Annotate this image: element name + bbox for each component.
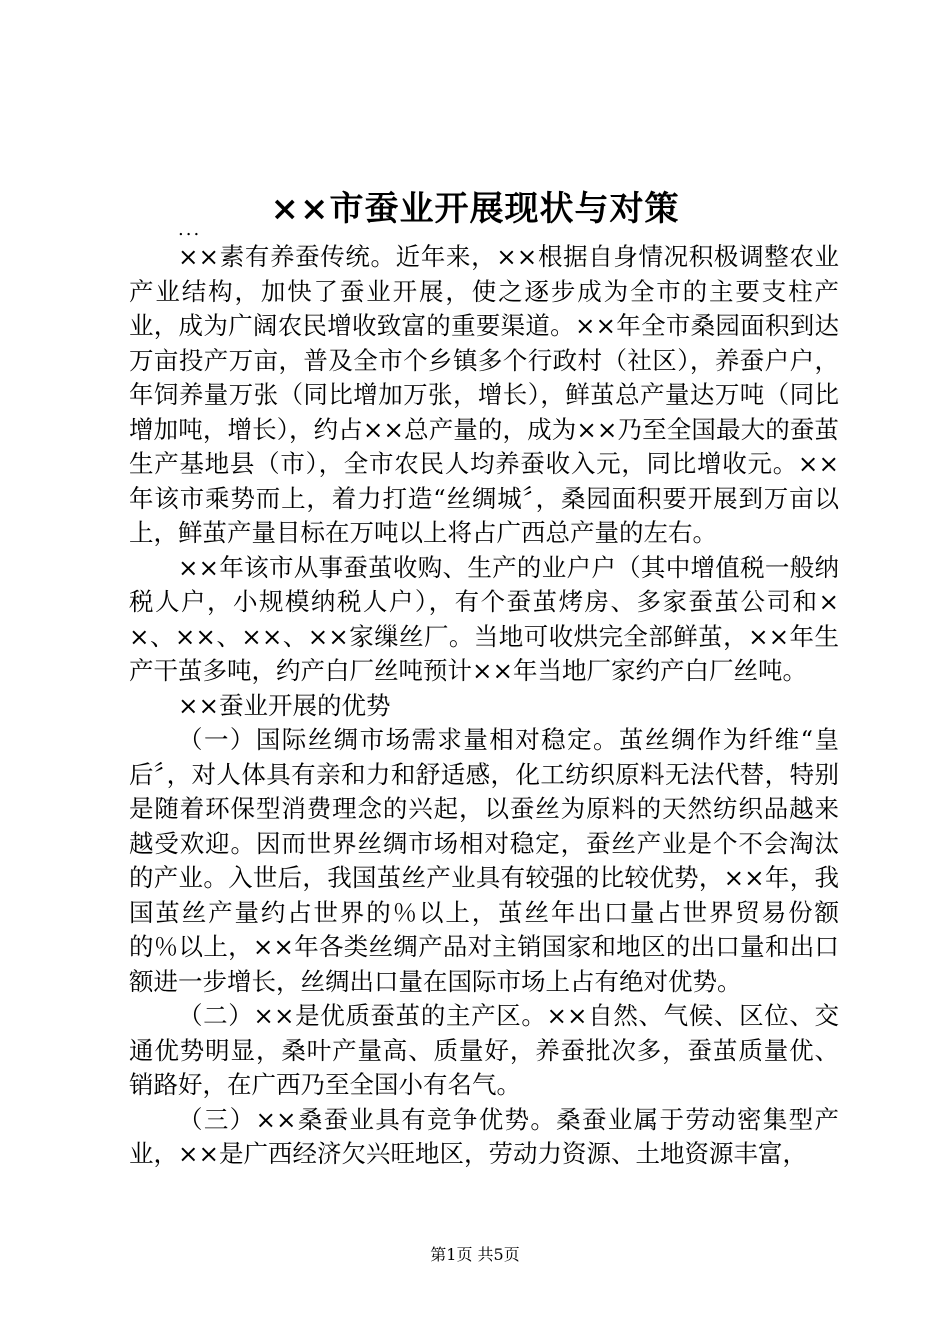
paragraph-advantage-1: （一）国际丝绸市场需求量相对稳定。茧丝绸作为纤维“皇后〞，对人体具有亲和力和舒适感，化工纺织原料无法代替，特别是随着环保型消费理念的兴起，以蚕丝为原料的天然纺织品越来越受欢迎。因而世界丝绸市场相对稳定，蚕丝产业是个不会淘汰的产业。入世后，我国茧丝产业具有较强的比较优势，××年，我国茧丝产量约占世界的％以上，茧丝年出口量占世界贸易份额的％以上，××年各类丝绸产品对主销国家和地区的出口量和出口额进一步增长，丝绸出口量在国际市场上占有绝对优势。 xyxy=(129,725,839,996)
document-body xyxy=(129,240,839,1172)
paragraph-industry: ××年该市从事蚕茧收购、生产的业户户（其中增值税一般纳税人户，小规模纳税人户），有个蚕茧烤房、多家蚕茧公司和××、××、××、××家缫丝厂。当地可收烘完全部鲜茧，××年生产干茧多吨，约产白厂丝吨预计××年当地厂家约产白厂丝吨。 xyxy=(129,552,839,685)
document-title: ××市蚕业开展现状与对策 xyxy=(270,189,680,229)
paragraph-intro: ××素有养蚕传统。近年来，××根据自身情况积极调整农业产业结构，加快了蚕业开展，使之逐步成为全市的主要支柱产业，成为广阔农民增收致富的重要渠道。××年全市桑园面积到达万亩投产万亩，普及全市个乡镇多个行政村（社区），养蚕户户，年饲养量万张（同比增加万张，增长），鲜茧总产量达万吨（同比增加吨，增长），约占××总产量的，成为××乃至全国最大的蚕茧生产基地县（市），全市农民人均养蚕收入元，同比增收元。××年该市乘势而上，着力打造“丝绸城〞，桑园面积要开展到万亩以上，鲜茧产量目标在万吨以上将占广西总产量的左右。 xyxy=(129,242,839,547)
ellipsis-mark: ... xyxy=(178,219,202,240)
paragraph-advantage-2: （二）××是优质蚕茧的主产区。××自然、气候、区位、交通优势明显，桑叶产量高、质量好，养蚕批次多，蚕茧质量优、销路好，在广西乃至全国小有名气。 xyxy=(129,1001,839,1099)
section-heading-advantages: ××蚕业开展的优势 xyxy=(178,690,391,720)
paragraph-advantage-3: （三）××桑蚕业具有竞争优势。桑蚕业属于劳动密集型产业，××是广西经济欠兴旺地区，劳动力资源、土地资源丰富， xyxy=(129,1104,839,1168)
page-number-footer: 第1页 共5页 xyxy=(430,1245,520,1264)
